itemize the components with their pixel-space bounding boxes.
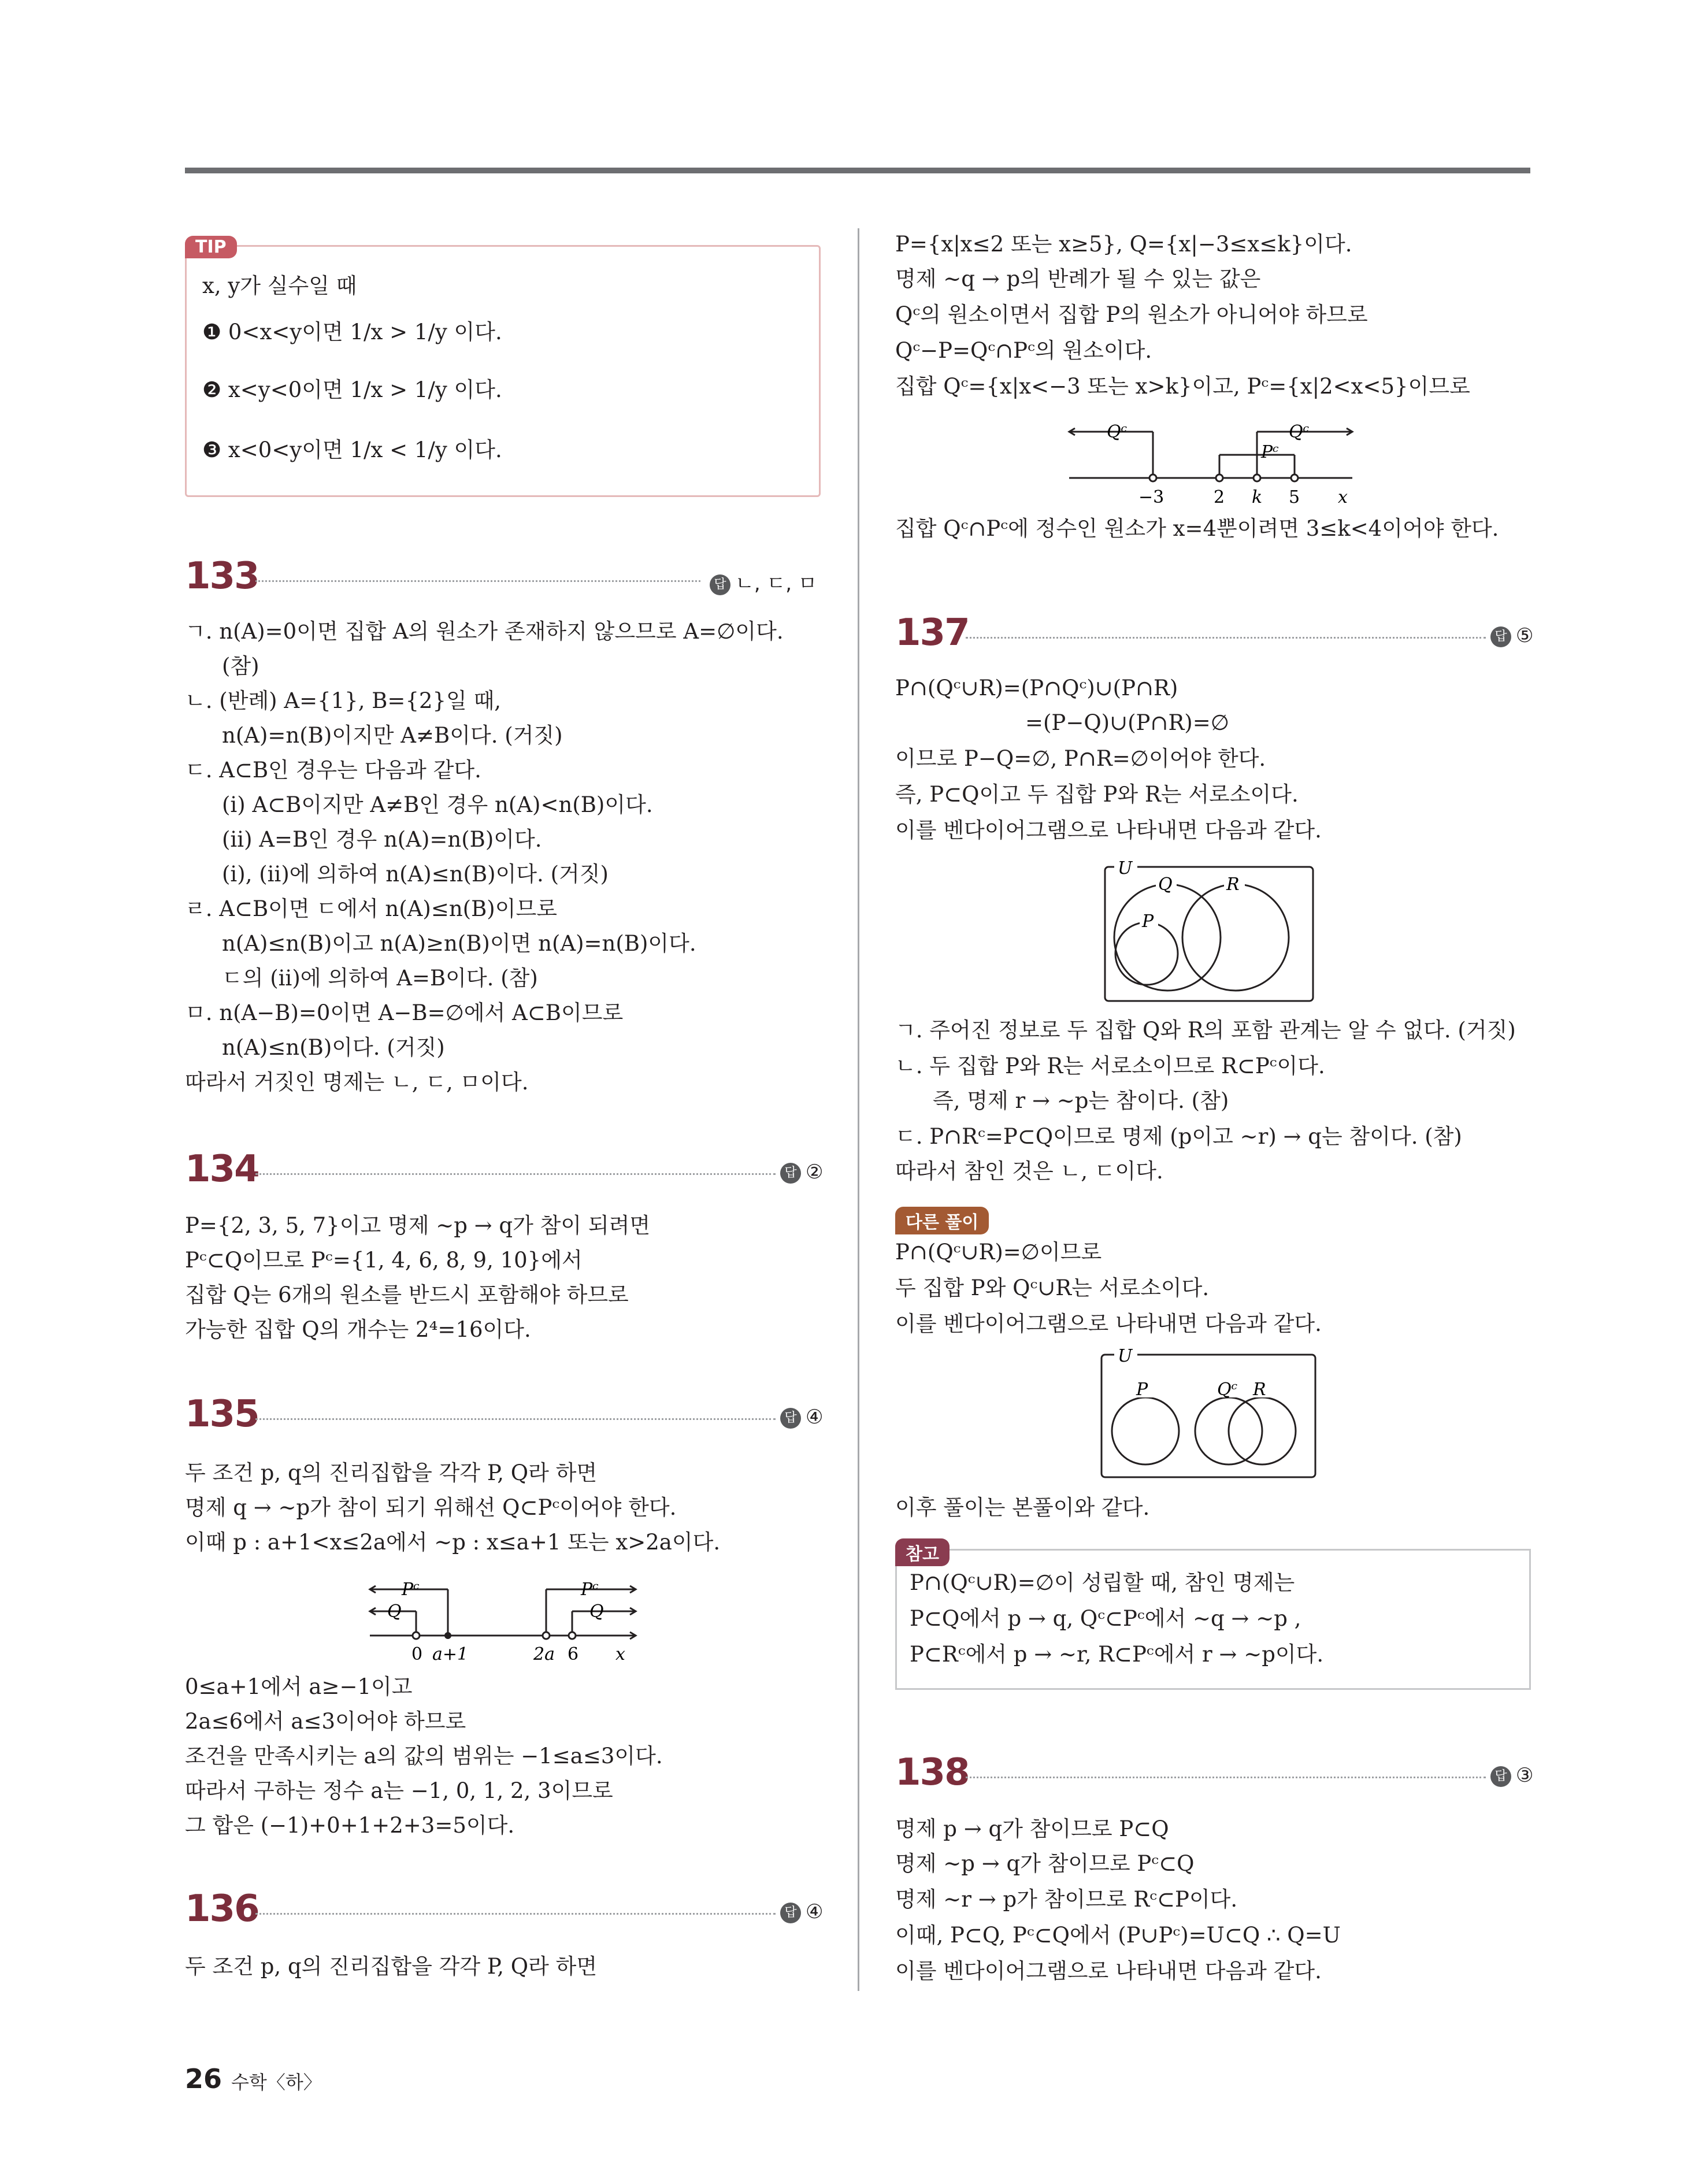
- tick-0: 0: [411, 1644, 423, 1664]
- solution-line: 명제 ~q → p의 반례가 될 수 있는 값은: [895, 266, 1261, 291]
- answer-text: ③: [1516, 1764, 1534, 1787]
- alt-solution-label: 다른 풀이: [895, 1207, 989, 1234]
- label-r: R: [1253, 1380, 1266, 1400]
- answer-badge: 답: [780, 1903, 801, 1923]
- answer-text: ②: [806, 1160, 824, 1184]
- label-r: R: [1226, 874, 1240, 895]
- solution-line: 그 합은 (−1)+0+1+2+3=5이다.: [185, 1813, 515, 1838]
- solution-line: ㄴ. 두 집합 P와 R는 서로소이므로 R⊂Pᶜ이다.: [895, 1054, 1325, 1078]
- answer-badge: 답: [710, 574, 730, 595]
- problem-134-header: [185, 1148, 824, 1194]
- solution-line: 명제 q → ~p가 참이 되기 위해선 Q⊂Pᶜ이어야 한다.: [185, 1495, 677, 1520]
- solution-line: n(A)≤n(B)이다. (거짓): [222, 1035, 445, 1060]
- leader-dots: [966, 637, 1486, 639]
- solution-line: P∩(Qᶜ∪R)=∅이므로: [895, 1240, 1102, 1265]
- solution-line: 이때, P⊂Q, Pᶜ⊂Q에서 (P∪Pᶜ)=U⊂Q ∴ Q=U: [895, 1923, 1341, 1948]
- leader-dots: [255, 580, 700, 582]
- solution-line: P={x|x≤2 또는 x≥5}, Q={x|−3≤x≤k}이다.: [895, 232, 1352, 257]
- label-p: P: [1136, 1380, 1148, 1400]
- solution-line: 집합 Qᶜ∩Pᶜ에 정수인 원소가 x=4뿐이려면 3≤k<4이어야 한다.: [895, 516, 1499, 541]
- solution-line: 명제 ~r → p가 참이므로 Rᶜ⊂P이다.: [895, 1887, 1238, 1912]
- solution-line: (ⅰ) A⊂B이지만 A≠B인 경우 n(A)<n(B)이다.: [222, 792, 653, 817]
- venn-diagram-137-alt: [1099, 1349, 1319, 1482]
- answer-badge: 답: [1490, 626, 1511, 647]
- solution-line: 이를 벤다이어그램으로 나타내면 다음과 같다.: [895, 1311, 1322, 1336]
- leader-dots: [255, 1913, 776, 1915]
- problem-number: 137: [895, 611, 969, 654]
- header-rule: [185, 168, 1530, 173]
- leader-dots: [255, 1173, 776, 1175]
- venn-diagram-137: [1103, 861, 1316, 1006]
- solution-line: P∩(Qᶜ∪R)=(P∩Qᶜ)∪(P∩R): [895, 676, 1178, 700]
- solution-line: (ⅱ) A=B인 경우 n(A)=n(B)이다.: [222, 827, 542, 852]
- open-point: [413, 1632, 420, 1639]
- open-point: [1216, 474, 1223, 481]
- solution-line: ㄹ. A⊂B이면 ㄷ에서 n(A)≤n(B)이므로: [185, 896, 557, 921]
- solution-line: 명제 ~p → q가 참이므로 Pᶜ⊂Q: [895, 1851, 1195, 1876]
- answer: [780, 1900, 823, 1923]
- solution-line: 조건을 만족시키는 a의 값의 범위는 −1≤a≤3이다.: [185, 1744, 663, 1768]
- reference-line: P⊂Q에서 p → q, Qᶜ⊂Pᶜ에서 ~q → ~p ,: [910, 1606, 1301, 1631]
- label-q: Q: [1158, 874, 1173, 895]
- answer: [1490, 1764, 1533, 1787]
- leader-dots: [255, 1418, 776, 1420]
- label-pc-left: Pᶜ: [402, 1579, 420, 1600]
- answer-badge: 답: [780, 1163, 801, 1184]
- problem-135-header: [185, 1393, 824, 1439]
- tip-label: TIP: [185, 236, 237, 258]
- answer-text: ④: [806, 1900, 824, 1923]
- solution-line: 이므로 P−Q=∅, P∩R=∅이어야 한다.: [895, 746, 1266, 771]
- number-line-diagram-135: [358, 1572, 647, 1670]
- tick-neg3: −3: [1138, 487, 1164, 507]
- solution-line: 집합 Qᶜ={x|x<−3 또는 x>k}이고, Pᶜ={x|2<x<5}이므로: [895, 374, 1470, 399]
- solution-line: ㄱ. n(A)=0이면 집합 A의 원소가 존재하지 않으므로 A=∅이다.: [185, 619, 784, 644]
- circle-r: [1182, 884, 1289, 991]
- solution-line: P={2, 3, 5, 7}이고 명제 ~p → q가 참이 되려면: [185, 1213, 651, 1238]
- solution-line: 0≤a+1에서 a≥−1이고: [185, 1674, 413, 1699]
- problem-136-header: [185, 1888, 824, 1934]
- solution-line: 두 조건 p, q의 진리집합을 각각 P, Q라 하면: [185, 1954, 598, 1979]
- tip-line: ❶ 0<x<y이면 1/x > 1/y 이다.: [202, 320, 502, 344]
- solution-line: 즉, P⊂Q이고 두 집합 P와 R는 서로소이다.: [895, 782, 1299, 807]
- solution-line: ㄱ. 주어진 정보로 두 집합 Q와 R의 포함 관계는 알 수 없다. (거짓): [895, 1018, 1516, 1043]
- answer: [780, 1406, 823, 1429]
- tick-2a: 2a: [533, 1644, 555, 1664]
- solution-line: 이를 벤다이어그램으로 나타내면 다음과 같다.: [895, 818, 1322, 843]
- label-u: U: [1118, 861, 1133, 878]
- solution-line: 두 조건 p, q의 진리집합을 각각 P, Q라 하면: [185, 1460, 598, 1485]
- solution-line: 두 집합 P와 Qᶜ∪R는 서로소이다.: [895, 1275, 1210, 1300]
- solution-line: n(A)≤n(B)이고 n(A)≥n(B)이면 n(A)=n(B)이다.: [222, 931, 696, 956]
- answer: [780, 1160, 823, 1184]
- problem-137-header: [895, 611, 1534, 658]
- label-p: P: [1142, 911, 1154, 932]
- circle-p: [1112, 1397, 1179, 1464]
- solution-line: n(A)=n(B)이지만 A≠B이다. (거짓): [222, 723, 563, 748]
- tick-k: k: [1252, 487, 1263, 507]
- tick-a1: a+1: [432, 1644, 469, 1664]
- reference-label: 참고: [895, 1538, 950, 1566]
- answer-text: ㄴ, ㄷ, ㅁ: [735, 572, 817, 595]
- solution-line: 따라서 거짓인 명제는 ㄴ, ㄷ, ㅁ이다.: [185, 1070, 529, 1095]
- column-divider: [858, 228, 859, 1991]
- tick-5: 5: [1289, 487, 1300, 507]
- problem-133-header: [185, 555, 821, 601]
- leader-dots: [966, 1777, 1486, 1778]
- solution-line: Qᶜ의 원소이면서 집합 P의 원소가 아니어야 하므로: [895, 302, 1368, 327]
- solution-line: 2a≤6에서 a≤3이어야 하므로: [185, 1709, 466, 1734]
- solution-line: 이때 p : a+1<x≤2a에서 ~p : x≤a+1 또는 x>2a이다.: [185, 1530, 721, 1555]
- solution-line: ㄷ. A⊂B인 경우는 다음과 같다.: [185, 758, 481, 783]
- circle-p: [1115, 922, 1178, 985]
- tip-line: ❸ x<0<y이면 1/x < 1/y 이다.: [202, 437, 502, 462]
- solution-line: Pᶜ⊂Q이므로 Pᶜ={1, 4, 6, 8, 9, 10}에서: [185, 1248, 583, 1273]
- answer-badge: 답: [780, 1408, 801, 1429]
- page-number: 26: [185, 2063, 222, 2094]
- label-pc: Pᶜ: [1261, 442, 1279, 462]
- solution-line: 집합 Q는 6개의 원소를 반드시 포함해야 하므로: [185, 1282, 629, 1307]
- solution-line: 이후 풀이는 본풀이와 같다.: [895, 1495, 1150, 1520]
- solution-line: ㄴ. (반례) A={1}, B={2}일 때,: [185, 688, 502, 713]
- problem-number: 133: [185, 555, 259, 598]
- solution-line: (참): [222, 654, 259, 678]
- problem-number: 134: [185, 1148, 259, 1191]
- open-point: [1291, 474, 1298, 481]
- axis-x-label: x: [615, 1644, 625, 1664]
- solution-line: 따라서 참인 것은 ㄴ, ㄷ이다.: [895, 1159, 1163, 1184]
- label-qc-right: Qᶜ: [1289, 422, 1310, 442]
- tick-6: 6: [568, 1644, 579, 1664]
- universe-rect: [1102, 1355, 1315, 1477]
- open-point: [1149, 474, 1156, 481]
- open-point: [1253, 474, 1260, 481]
- problem-number: 136: [185, 1888, 259, 1930]
- answer-badge: 답: [1490, 1766, 1511, 1787]
- answer: [1490, 624, 1533, 647]
- label-q-right: Q: [589, 1601, 604, 1622]
- answer-text: ④: [806, 1406, 824, 1429]
- reference-line: P⊂Rᶜ에서 p → ~r, R⊂Pᶜ에서 r → ~p이다.: [910, 1642, 1324, 1667]
- solution-line: (ⅰ), (ⅱ)에 의하여 n(A)≤n(B)이다. (거짓): [222, 862, 609, 887]
- axis-x-label: x: [1338, 487, 1348, 507]
- label-qc: Qᶜ: [1217, 1380, 1238, 1400]
- label-q-left: Q: [387, 1601, 402, 1622]
- open-point: [543, 1632, 550, 1639]
- problem-number: 138: [895, 1751, 969, 1794]
- solution-line: 가능한 집합 Q의 개수는 2⁴=16이다.: [185, 1317, 531, 1342]
- reference-line: P∩(Qᶜ∪R)=∅이 성립할 때, 참인 명제는: [910, 1570, 1295, 1595]
- solution-line: 따라서 구하는 정수 a는 −1, 0, 1, 2, 3이므로: [185, 1778, 613, 1803]
- label-pc-right: Pᶜ: [581, 1579, 599, 1600]
- answer-text: ⑤: [1516, 624, 1534, 647]
- number-line-diagram-136: [1058, 411, 1364, 510]
- solution-line: 이를 벤다이어그램으로 나타내면 다음과 같다.: [895, 1959, 1322, 1983]
- solution-line: ㄷ. P∩Rᶜ=P⊂Q이므로 명제 (p이고 ~r) → q는 참이다. (참): [895, 1124, 1462, 1149]
- book-title: 수학〈하〉: [231, 2071, 322, 2093]
- answer: [710, 568, 817, 596]
- problem-138-header: [895, 1751, 1534, 1797]
- solution-line: ㅁ. n(A−B)=0이면 A−B=∅에서 A⊂B이므로: [185, 1000, 624, 1025]
- solution-line: =(P−Q)∪(P∩R)=∅: [1025, 710, 1229, 735]
- label-qc-left: Qᶜ: [1107, 422, 1128, 442]
- tip-line: x, y가 실수일 때: [202, 273, 357, 298]
- tick-2: 2: [1214, 487, 1225, 507]
- problem-number: 135: [185, 1393, 259, 1436]
- closed-point: [444, 1632, 451, 1639]
- label-u: U: [1118, 1349, 1133, 1366]
- solution-line: ㄷ의 (ⅱ)에 의하여 A=B이다. (참): [222, 966, 538, 991]
- solution-line: Qᶜ−P=Qᶜ∩Pᶜ의 원소이다.: [895, 338, 1152, 363]
- solution-line: 명제 p → q가 참이므로 P⊂Q: [895, 1816, 1169, 1841]
- tip-line: ❷ x<y<0이면 1/x > 1/y 이다.: [202, 377, 502, 402]
- circle-q: [1114, 884, 1221, 991]
- open-point: [569, 1632, 576, 1639]
- solution-line: 즉, 명제 r → ~p는 참이다. (참): [933, 1088, 1229, 1113]
